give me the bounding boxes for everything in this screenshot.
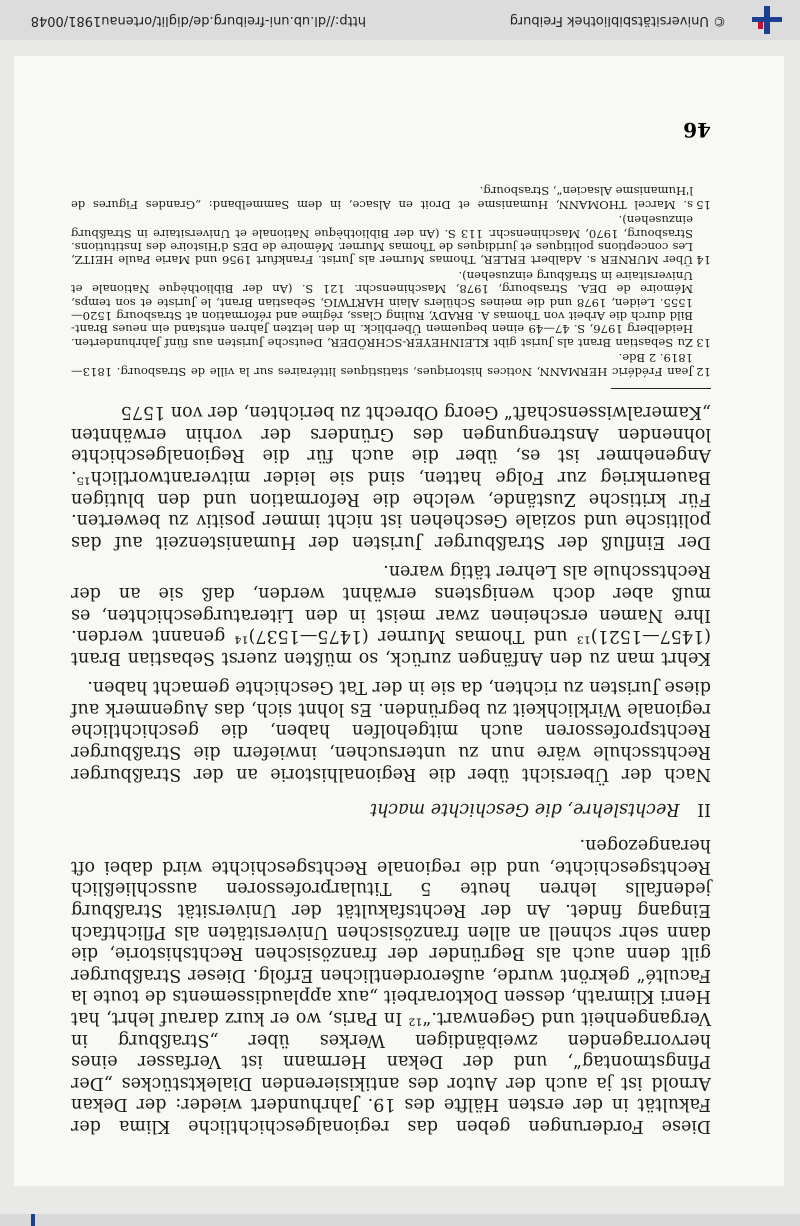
viewer-footer-bar — [0, 0, 800, 40]
footnote — [71, 213, 711, 267]
page-content — [71, 184, 711, 1136]
footnotes — [71, 184, 711, 378]
footnote-text: Über MURNER s. Adalbert ERLER, Thomas Murner als Jurist. Frankfurt 1956 und Marie Paule HEITZ, Les conceptions politiques et juridiques de Thomas Murner. Mémoire de DES d'Histoire des Institutions. Strasbourg, 1970, Maschinenschr. 113 S. (An der Bibliothèque Nationale et Universitaire in Straßburg einzusehen). — [71, 213, 693, 268]
footnote-number: 13 — [696, 335, 711, 350]
paragraph-2: Nach der Übersicht über die Regionalhistorie an der Straßburger Rechtsschule wäre nun zu untersuchen, inwiefern die Straßburger Rechtsprofessoren auch mitgeholfen haben, die geschichtliche regionale Wirklichkeit zu begründen. Es lohnt sich, das Augenmerk auf diese Juristen zu richten, da sie in der Tat Geschichte gemacht haben. — [71, 677, 711, 784]
paragraph-4: Der Einfluß der Straßburger Juristen der Humanistenzeit auf das politische und soziale Geschehen ist nicht immer positiv zu bewerten. Für kritische Zustände, welche die Reformation und den blutigen Bauernkrieg zur Folge hatten, sind sie leider mitverantwortlich¹⁵. Angenehmer ist es, über die auch für die Regionalgeschichte lohnenden Anstrengungen des Gründers der vorhin erwähnten „Kameralwissenschaft“ Georg Obrecht zu berichten, der von 1575 — [71, 402, 711, 552]
footnote-separator — [611, 388, 711, 389]
footnote — [71, 268, 711, 348]
bottom-strip — [0, 1214, 800, 1226]
section-heading — [71, 798, 711, 820]
footnote-text: Zu Sebastian Brant als Jurist gibt KLEINHEYER-SCHRÖDER, Deutsche Juristen aus fünf Jahrhunderten. Heidelberg 1976, S. 47—49 einen bequemen Überblick. In den letzten Jahren entstand ein neues Brant-Bild durch die Arbeit von Thomas A. BRADY, Ruling Class, régime and réformation at Strasbourg 1520—1555. Leiden, 1978 und die meines Schülers Alain HARTWIG, Sebastian Brant, le Juriste et son temps, Mémoire de DEA. Strasbourg, 1978, Maschinenschr. 121 S. (An der Bibliothèque Nationale et Universitaire in Straßburg einzusehen). — [71, 268, 693, 350]
source-url[interactable]: http://dl.ub.uni-freiburg.de/diglit/ortenau1981/0048 — [30, 13, 366, 28]
section-title: Rechtslehre, die Geschichte macht — [370, 798, 680, 819]
footnote — [71, 351, 711, 378]
footnote-number: 12 — [696, 364, 711, 379]
library-logo-small-icon — [28, 1214, 38, 1226]
paragraph-3: Kehrt man zu den Anfängen zurück, so müßten zuerst Sebastian Brant (1457—1521)¹³ und Thomas Murner (1475—1537)¹⁴ genannt werden. Ihre Namen erscheinen zwar meist in den Literaturgeschichten, es muß aber doch wenigstens erwähnt werden, daß sie an der Rechtsschule als Lehrer tätig waren. — [71, 561, 711, 668]
footnote-text: Jean Frédéric HERMANN, Notices historiques, statistiques littéraires sur la ville de Strasbourg. 1813—1819. 2 Bde. — [71, 351, 693, 379]
section-number: II — [697, 798, 711, 819]
paragraph-1: Diese Forderungen geben das regionalgeschichtliche Klima der Fakultät in der ersten Hälfte des 19. Jahrhundert wieder: der Dekan Arnold ist ja auch der Autor des antikisierenden Dialektstückes „Der Pfingstmontag“, und der Dekan Hermann ist Verfasser eines hervorragenden zweibändigen Werkes über „Straßburg in Vergangenheit und Gegenwart.“¹² In Paris, wo er kurz darauf lehrt, hat Henri Klimrath, dessen Doktorarbeit „aux applaudissements de toute la Faculté“ gekrönt wurde, außerordentlichen Erfolg. Dieser Straßburger gilt denn auch als Begründer der französischen Rechtshistorie, die dann sehr schnell an allen französischen Universitäten als Pflichtfach Eingang findet. An der Rechtsfakultät der Universität Straßburg jedenfalls lehren heute 5 Titularprofessoren ausschließlich Rechtsgeschichte, und die regionale Rechtsgeschichte wird dabei oft herangezogen. — [71, 835, 711, 1136]
footnote-number: 15 — [696, 197, 711, 212]
footnote-text: s. Marcel THOMANN, Humanisme et Droit en Alsace, in dem Sammelband: „Grandes Figures de l'Humanisme Alsacien“, Strasbourg. — [71, 184, 693, 212]
university-library-logo-icon — [752, 6, 782, 34]
copyright-notice: © Universitätsbibliothek Freiburg — [509, 13, 726, 28]
footnote — [71, 184, 711, 211]
scanned-page — [14, 56, 784, 1186]
page-number: 46 — [683, 118, 711, 142]
footnote-number: 14 — [696, 253, 711, 268]
